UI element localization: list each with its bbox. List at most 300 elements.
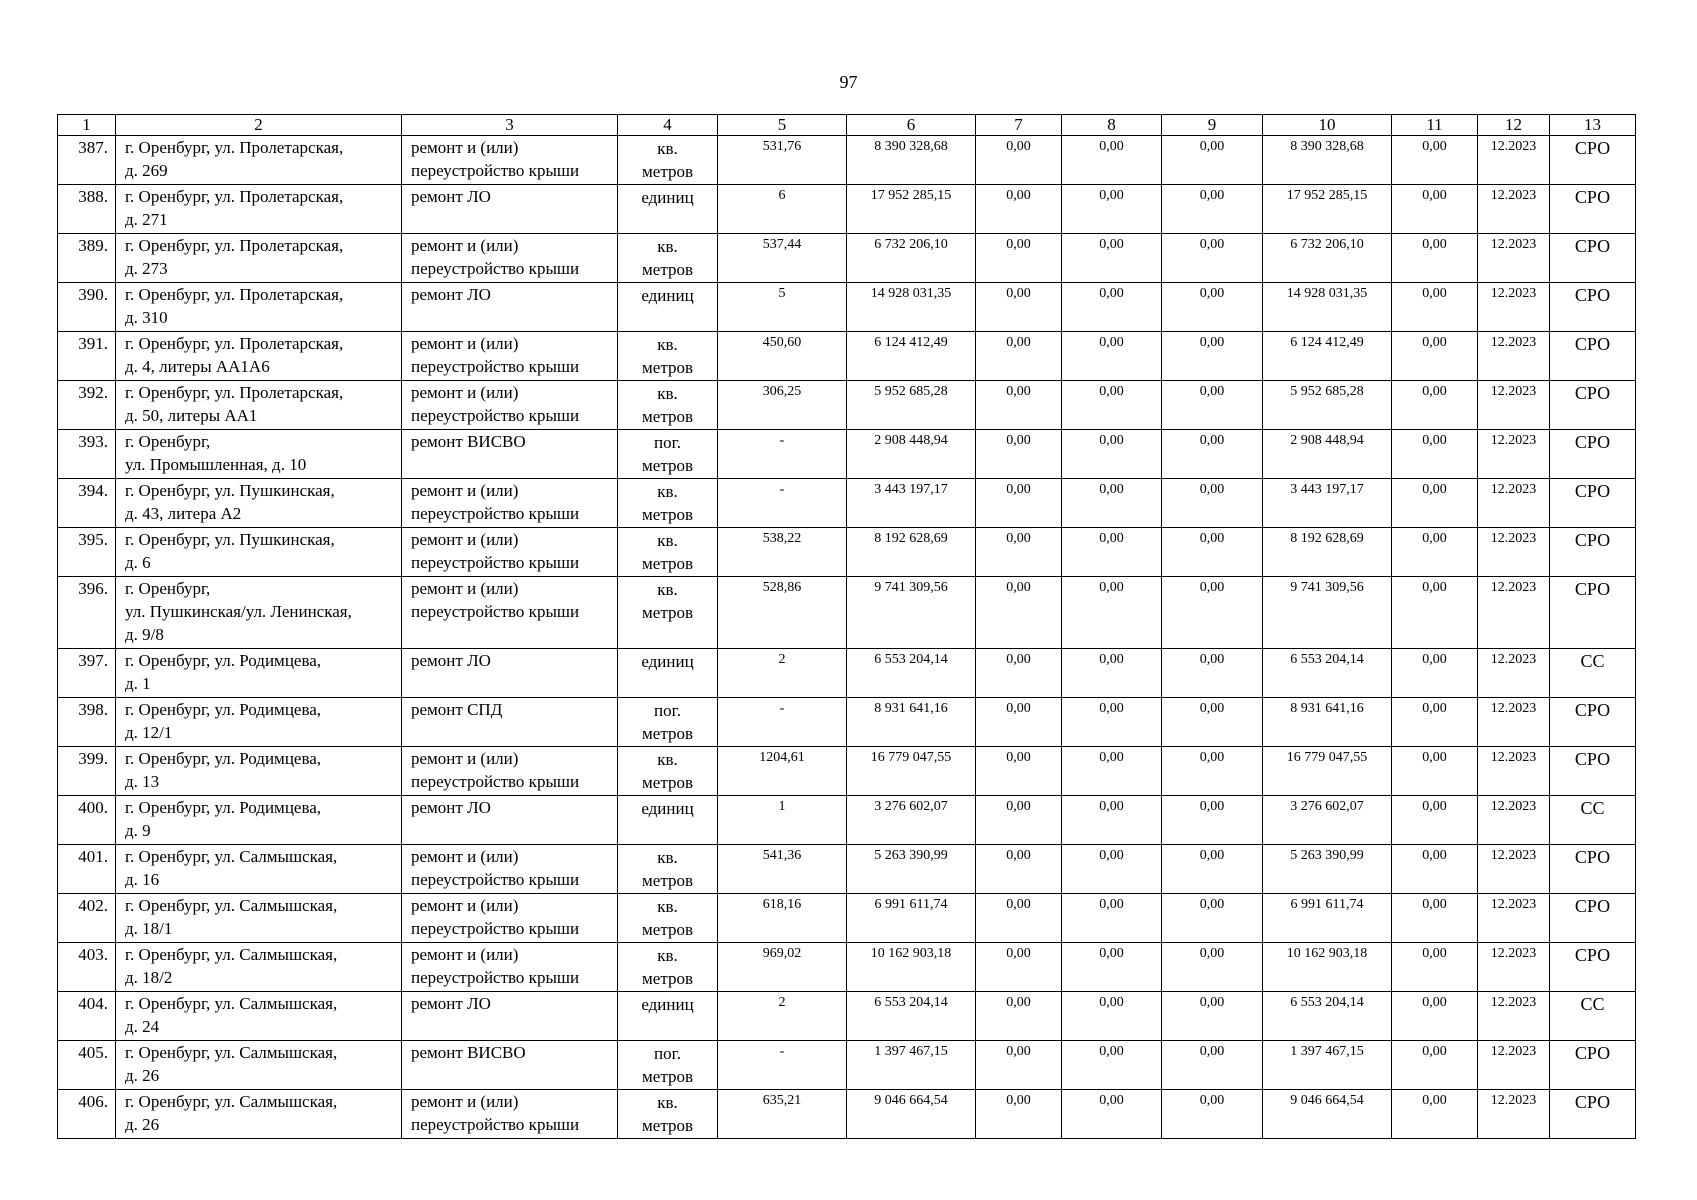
quantity-cell: 6: [718, 185, 847, 234]
cost-cell-7: 0,00: [976, 283, 1062, 332]
work-type-cell-line: ремонт и (или): [411, 530, 519, 549]
column-number: 4: [618, 115, 718, 136]
quantity-cell: -: [718, 479, 847, 528]
total-cost-cell: 5 952 685,28: [847, 381, 976, 430]
unit-cell-line: пог.: [654, 701, 681, 720]
cost-cell-8: 0,00: [1062, 430, 1162, 479]
cost-cell-9: 0,00: [1162, 796, 1263, 845]
completion-date-cell: 12.2023: [1478, 1090, 1550, 1139]
unit-cell: [618, 992, 718, 1041]
work-type-cell-line: переустройство крыши: [411, 357, 580, 376]
quantity-cell: 5: [718, 283, 847, 332]
cost-cell-7: 0,00: [976, 479, 1062, 528]
address-cell-line: г. Оренбург, ул. Пролетарская,: [125, 334, 344, 353]
funding-method-cell: СС: [1550, 796, 1636, 845]
completion-date-cell: 12.2023: [1478, 796, 1550, 845]
quantity-cell: 528,86: [718, 577, 847, 649]
completion-date-cell: 12.2023: [1478, 381, 1550, 430]
row-number-cell: 387.: [58, 136, 116, 185]
address-cell-line: г. Оренбург,: [125, 432, 211, 451]
cost-cell-10: 3 276 602,07: [1263, 796, 1392, 845]
work-type-cell-line: ремонт и (или): [411, 945, 519, 964]
address-cell: [116, 943, 402, 992]
work-type-cell-line: ремонт ВИСВО: [411, 432, 526, 451]
unit-cell: [618, 1041, 718, 1090]
work-type-cell-line: ремонт ВИСВО: [411, 1043, 526, 1062]
cost-cell-9: 0,00: [1162, 649, 1263, 698]
cost-cell-9: 0,00: [1162, 943, 1263, 992]
cost-cell-10: 8 931 641,16: [1263, 698, 1392, 747]
row-number-cell: 395.: [58, 528, 116, 577]
address-cell-line: д. 4, литеры АА1А6: [125, 357, 270, 376]
total-cost-cell: 6 553 204,14: [847, 992, 976, 1041]
address-cell-line: д. 26: [125, 1066, 160, 1085]
row-number-cell: 393.: [58, 430, 116, 479]
work-type-cell-line: ремонт и (или): [411, 847, 519, 866]
unit-cell-line: кв.: [657, 897, 678, 916]
unit-cell-line: метров: [642, 969, 693, 988]
column-number: 5: [718, 115, 847, 136]
work-type-cell-line: переустройство крыши: [411, 259, 580, 278]
unit-cell: [618, 796, 718, 845]
quantity-cell: 1204,61: [718, 747, 847, 796]
address-cell-line: г. Оренбург, ул. Родимцева,: [125, 651, 322, 670]
completion-date-cell: 12.2023: [1478, 698, 1550, 747]
work-type-cell: [402, 747, 618, 796]
address-cell: [116, 698, 402, 747]
cost-cell-7: 0,00: [976, 943, 1062, 992]
cost-cell-8: 0,00: [1062, 747, 1162, 796]
address-cell-line: г. Оренбург, ул. Салмышская,: [125, 896, 338, 915]
table-row: [58, 332, 1636, 381]
quantity-cell: 538,22: [718, 528, 847, 577]
funding-method-cell: СРО: [1550, 234, 1636, 283]
total-cost-cell: 6 124 412,49: [847, 332, 976, 381]
work-type-cell-line: ремонт ЛО: [411, 187, 491, 206]
total-cost-cell: 6 553 204,14: [847, 649, 976, 698]
unit-cell-line: метров: [642, 603, 693, 622]
cost-cell-10: 9 741 309,56: [1263, 577, 1392, 649]
work-type-cell-line: переустройство крыши: [411, 161, 580, 180]
column-number: 11: [1392, 115, 1478, 136]
address-cell-line: г. Оренбург, ул. Салмышская,: [125, 1092, 338, 1111]
address-cell-line: г. Оренбург, ул. Пролетарская,: [125, 383, 344, 402]
address-cell-line: ул. Промышленная, д. 10: [125, 455, 307, 474]
unit-cell: [618, 943, 718, 992]
work-type-cell: [402, 649, 618, 698]
row-number-cell: 404.: [58, 992, 116, 1041]
work-type-cell: [402, 943, 618, 992]
cost-cell-7: 0,00: [976, 796, 1062, 845]
address-cell-line: д. 273: [125, 259, 168, 278]
work-type-cell-line: переустройство крыши: [411, 870, 580, 889]
row-number-cell: 399.: [58, 747, 116, 796]
table-row: [58, 894, 1636, 943]
unit-cell: [618, 894, 718, 943]
total-cost-cell: 17 952 285,15: [847, 185, 976, 234]
funding-method-cell: СРО: [1550, 943, 1636, 992]
cost-cell-11: 0,00: [1392, 747, 1478, 796]
unit-cell-line: метров: [642, 505, 693, 524]
total-cost-cell: 9 046 664,54: [847, 1090, 976, 1139]
completion-date-cell: 12.2023: [1478, 577, 1550, 649]
address-cell-line: г. Оренбург, ул. Родимцева,: [125, 798, 322, 817]
cost-cell-7: 0,00: [976, 430, 1062, 479]
funding-method-cell: СРО: [1550, 528, 1636, 577]
completion-date-cell: 12.2023: [1478, 185, 1550, 234]
unit-cell-line: кв.: [657, 139, 678, 158]
unit-cell-line: кв.: [657, 482, 678, 501]
work-type-cell-line: ремонт ЛО: [411, 994, 491, 1013]
cost-cell-9: 0,00: [1162, 577, 1263, 649]
quantity-cell: 969,02: [718, 943, 847, 992]
unit-cell: [618, 234, 718, 283]
work-type-cell: [402, 479, 618, 528]
completion-date-cell: 12.2023: [1478, 479, 1550, 528]
cost-cell-10: 6 124 412,49: [1263, 332, 1392, 381]
cost-cell-11: 0,00: [1392, 479, 1478, 528]
work-type-cell: [402, 894, 618, 943]
unit-cell: [618, 698, 718, 747]
address-cell-line: г. Оренбург, ул. Пролетарская,: [125, 138, 344, 157]
funding-method-cell: СС: [1550, 992, 1636, 1041]
completion-date-cell: 12.2023: [1478, 649, 1550, 698]
unit-cell-line: кв.: [657, 531, 678, 550]
completion-date-cell: 12.2023: [1478, 430, 1550, 479]
column-number: 1: [58, 115, 116, 136]
address-cell-line: г. Оренбург, ул. Салмышская,: [125, 945, 338, 964]
row-number-cell: 401.: [58, 845, 116, 894]
unit-cell: [618, 430, 718, 479]
cost-cell-11: 0,00: [1392, 649, 1478, 698]
cost-cell-10: 16 779 047,55: [1263, 747, 1392, 796]
cost-cell-11: 0,00: [1392, 845, 1478, 894]
cost-cell-9: 0,00: [1162, 332, 1263, 381]
column-number: 2: [116, 115, 402, 136]
cost-cell-8: 0,00: [1062, 943, 1162, 992]
unit-cell: [618, 185, 718, 234]
completion-date-cell: 12.2023: [1478, 283, 1550, 332]
funding-method-cell: СС: [1550, 649, 1636, 698]
cost-cell-11: 0,00: [1392, 430, 1478, 479]
address-cell-line: г. Оренбург, ул. Салмышская,: [125, 847, 338, 866]
unit-cell-line: кв.: [657, 1093, 678, 1112]
unit-cell-line: пог.: [654, 1044, 681, 1063]
unit-cell: [618, 845, 718, 894]
cost-cell-8: 0,00: [1062, 1041, 1162, 1090]
unit-cell: [618, 577, 718, 649]
row-number-cell: 397.: [58, 649, 116, 698]
cost-cell-7: 0,00: [976, 381, 1062, 430]
cost-cell-7: 0,00: [976, 747, 1062, 796]
funding-method-cell: СРО: [1550, 894, 1636, 943]
cost-cell-9: 0,00: [1162, 845, 1263, 894]
quantity-cell: 306,25: [718, 381, 847, 430]
work-type-cell-line: переустройство крыши: [411, 406, 580, 425]
work-type-cell-line: ремонт и (или): [411, 896, 519, 915]
unit-cell-line: метров: [642, 358, 693, 377]
cost-cell-11: 0,00: [1392, 698, 1478, 747]
work-type-cell-line: ремонт и (или): [411, 383, 519, 402]
work-type-cell: [402, 136, 618, 185]
work-type-cell-line: ремонт и (или): [411, 749, 519, 768]
address-cell: [116, 894, 402, 943]
column-number: 3: [402, 115, 618, 136]
address-cell: [116, 381, 402, 430]
quantity-cell: 537,44: [718, 234, 847, 283]
unit-cell-line: метров: [642, 162, 693, 181]
unit-cell-line: метров: [642, 920, 693, 939]
cost-cell-10: 14 928 031,35: [1263, 283, 1392, 332]
cost-cell-10: 5 263 390,99: [1263, 845, 1392, 894]
cost-cell-11: 0,00: [1392, 136, 1478, 185]
cost-cell-11: 0,00: [1392, 283, 1478, 332]
address-cell: [116, 992, 402, 1041]
completion-date-cell: 12.2023: [1478, 747, 1550, 796]
cost-cell-8: 0,00: [1062, 649, 1162, 698]
address-cell-line: г. Оренбург, ул. Родимцева,: [125, 700, 322, 719]
cost-cell-10: 1 397 467,15: [1263, 1041, 1392, 1090]
cost-cell-10: 17 952 285,15: [1263, 185, 1392, 234]
unit-cell: [618, 649, 718, 698]
cost-cell-9: 0,00: [1162, 479, 1263, 528]
work-type-cell-line: переустройство крыши: [411, 772, 580, 791]
unit-cell: [618, 479, 718, 528]
address-cell-line: г. Оренбург, ул. Пролетарская,: [125, 236, 344, 255]
work-type-cell-line: ремонт ЛО: [411, 798, 491, 817]
unit-cell-line: метров: [642, 554, 693, 573]
cost-cell-11: 0,00: [1392, 894, 1478, 943]
unit-cell-line: кв.: [657, 384, 678, 403]
address-cell-line: д. 9: [125, 821, 151, 840]
column-number: 9: [1162, 115, 1263, 136]
funding-method-cell: СРО: [1550, 283, 1636, 332]
row-number-cell: 396.: [58, 577, 116, 649]
work-type-cell-line: переустройство крыши: [411, 968, 580, 987]
work-type-cell-line: ремонт ЛО: [411, 285, 491, 304]
work-type-cell: [402, 992, 618, 1041]
unit-cell-line: метров: [642, 407, 693, 426]
cost-cell-11: 0,00: [1392, 992, 1478, 1041]
work-type-cell-line: ремонт и (или): [411, 579, 519, 598]
unit-cell: [618, 381, 718, 430]
cost-cell-9: 0,00: [1162, 430, 1263, 479]
work-type-cell-line: переустройство крыши: [411, 1115, 580, 1134]
cost-cell-10: 6 553 204,14: [1263, 649, 1392, 698]
total-cost-cell: 2 908 448,94: [847, 430, 976, 479]
cost-cell-7: 0,00: [976, 698, 1062, 747]
quantity-cell: -: [718, 698, 847, 747]
address-cell-line: г. Оренбург, ул. Пролетарская,: [125, 187, 344, 206]
cost-cell-9: 0,00: [1162, 381, 1263, 430]
cost-cell-11: 0,00: [1392, 796, 1478, 845]
total-cost-cell: 6 732 206,10: [847, 234, 976, 283]
row-number-cell: 398.: [58, 698, 116, 747]
table-row: [58, 1090, 1636, 1139]
row-number-cell: 390.: [58, 283, 116, 332]
funding-method-cell: СРО: [1550, 332, 1636, 381]
cost-cell-9: 0,00: [1162, 528, 1263, 577]
unit-cell-line: метров: [642, 456, 693, 475]
address-cell: [116, 479, 402, 528]
table-row: [58, 381, 1636, 430]
cost-cell-8: 0,00: [1062, 479, 1162, 528]
address-cell: [116, 649, 402, 698]
address-cell-line: д. 9/8: [125, 625, 164, 644]
unit-cell-line: метров: [642, 773, 693, 792]
cost-cell-9: 0,00: [1162, 1041, 1263, 1090]
funding-method-cell: СРО: [1550, 381, 1636, 430]
total-cost-cell: 3 443 197,17: [847, 479, 976, 528]
cost-cell-10: 3 443 197,17: [1263, 479, 1392, 528]
cost-cell-10: 6 991 611,74: [1263, 894, 1392, 943]
cost-cell-10: 2 908 448,94: [1263, 430, 1392, 479]
work-type-cell: [402, 430, 618, 479]
unit-cell: [618, 747, 718, 796]
address-cell-line: г. Оренбург, ул. Пушкинская,: [125, 481, 335, 500]
row-number-cell: 400.: [58, 796, 116, 845]
address-cell-line: д. 1: [125, 674, 151, 693]
cost-cell-8: 0,00: [1062, 136, 1162, 185]
work-type-cell-line: переустройство крыши: [411, 919, 580, 938]
cost-cell-11: 0,00: [1392, 943, 1478, 992]
row-number-cell: 392.: [58, 381, 116, 430]
cost-cell-8: 0,00: [1062, 185, 1162, 234]
cost-cell-8: 0,00: [1062, 332, 1162, 381]
total-cost-cell: 16 779 047,55: [847, 747, 976, 796]
row-number-cell: 394.: [58, 479, 116, 528]
table-row: [58, 185, 1636, 234]
cost-cell-10: 9 046 664,54: [1263, 1090, 1392, 1139]
cost-cell-8: 0,00: [1062, 698, 1162, 747]
cost-cell-7: 0,00: [976, 528, 1062, 577]
cost-cell-7: 0,00: [976, 845, 1062, 894]
completion-date-cell: 12.2023: [1478, 332, 1550, 381]
cost-cell-8: 0,00: [1062, 845, 1162, 894]
total-cost-cell: 8 931 641,16: [847, 698, 976, 747]
column-number: 10: [1263, 115, 1392, 136]
cost-cell-10: 8 192 628,69: [1263, 528, 1392, 577]
cost-cell-7: 0,00: [976, 332, 1062, 381]
total-cost-cell: 10 162 903,18: [847, 943, 976, 992]
quantity-cell: 450,60: [718, 332, 847, 381]
total-cost-cell: 8 390 328,68: [847, 136, 976, 185]
completion-date-cell: 12.2023: [1478, 894, 1550, 943]
cost-cell-8: 0,00: [1062, 992, 1162, 1041]
address-cell-line: д. 16: [125, 870, 160, 889]
address-cell: [116, 234, 402, 283]
unit-cell-line: метров: [642, 260, 693, 279]
cost-cell-8: 0,00: [1062, 234, 1162, 283]
cost-cell-8: 0,00: [1062, 283, 1162, 332]
table-body: [58, 115, 1636, 1139]
work-type-cell-line: ремонт и (или): [411, 236, 519, 255]
completion-date-cell: 12.2023: [1478, 528, 1550, 577]
cost-cell-11: 0,00: [1392, 185, 1478, 234]
cost-cell-10: 10 162 903,18: [1263, 943, 1392, 992]
unit-cell: [618, 332, 718, 381]
quantity-cell: 541,36: [718, 845, 847, 894]
address-cell: [116, 332, 402, 381]
work-type-cell-line: ремонт и (или): [411, 481, 519, 500]
work-type-cell: [402, 332, 618, 381]
work-type-cell-line: ремонт и (или): [411, 1092, 519, 1111]
column-number: 12: [1478, 115, 1550, 136]
work-type-cell: [402, 698, 618, 747]
cost-cell-7: 0,00: [976, 185, 1062, 234]
work-type-cell: [402, 381, 618, 430]
address-cell: [116, 283, 402, 332]
page-number: 97: [839, 72, 858, 92]
total-cost-cell: 1 397 467,15: [847, 1041, 976, 1090]
work-type-cell: [402, 796, 618, 845]
cost-cell-9: 0,00: [1162, 234, 1263, 283]
address-cell: [116, 136, 402, 185]
work-type-cell: [402, 845, 618, 894]
cost-cell-7: 0,00: [976, 577, 1062, 649]
column-number: 6: [847, 115, 976, 136]
row-number-cell: 388.: [58, 185, 116, 234]
cost-cell-9: 0,00: [1162, 1090, 1263, 1139]
work-type-cell: [402, 185, 618, 234]
unit-cell: [618, 528, 718, 577]
quantity-cell: 635,21: [718, 1090, 847, 1139]
address-cell: [116, 796, 402, 845]
cost-cell-8: 0,00: [1062, 528, 1162, 577]
unit-cell: [618, 1090, 718, 1139]
table-row: [58, 1041, 1636, 1090]
work-type-cell: [402, 528, 618, 577]
cost-cell-11: 0,00: [1392, 1090, 1478, 1139]
funding-method-cell: СРО: [1550, 698, 1636, 747]
work-type-cell: [402, 1041, 618, 1090]
funding-method-cell: СРО: [1550, 1090, 1636, 1139]
address-cell-line: д. 269: [125, 161, 168, 180]
work-type-cell: [402, 1090, 618, 1139]
work-type-cell-line: переустройство крыши: [411, 553, 580, 572]
completion-date-cell: 12.2023: [1478, 845, 1550, 894]
total-cost-cell: 8 192 628,69: [847, 528, 976, 577]
row-number-cell: 406.: [58, 1090, 116, 1139]
completion-date-cell: 12.2023: [1478, 992, 1550, 1041]
unit-cell-line: единиц: [641, 799, 694, 818]
address-cell: [116, 1090, 402, 1139]
work-type-cell-line: ремонт и (или): [411, 138, 519, 157]
cost-cell-9: 0,00: [1162, 283, 1263, 332]
address-cell-line: г. Оренбург, ул. Салмышская,: [125, 994, 338, 1013]
unit-cell-line: метров: [642, 1116, 693, 1135]
row-number-cell: 391.: [58, 332, 116, 381]
unit-cell-line: метров: [642, 1067, 693, 1086]
unit-cell: [618, 283, 718, 332]
total-cost-cell: 14 928 031,35: [847, 283, 976, 332]
cost-cell-10: 8 390 328,68: [1263, 136, 1392, 185]
completion-date-cell: 12.2023: [1478, 136, 1550, 185]
address-cell-line: г. Оренбург, ул. Салмышская,: [125, 1043, 338, 1062]
cost-cell-7: 0,00: [976, 894, 1062, 943]
table-row: [58, 796, 1636, 845]
quantity-cell: 531,76: [718, 136, 847, 185]
table-row: [58, 992, 1636, 1041]
address-cell-line: г. Оренбург,: [125, 579, 211, 598]
cost-cell-10: 6 553 204,14: [1263, 992, 1392, 1041]
unit-cell-line: кв.: [657, 750, 678, 769]
works-table: [57, 114, 1636, 1139]
table-row: [58, 943, 1636, 992]
unit-cell-line: кв.: [657, 848, 678, 867]
quantity-cell: 2: [718, 649, 847, 698]
cost-cell-10: 5 952 685,28: [1263, 381, 1392, 430]
